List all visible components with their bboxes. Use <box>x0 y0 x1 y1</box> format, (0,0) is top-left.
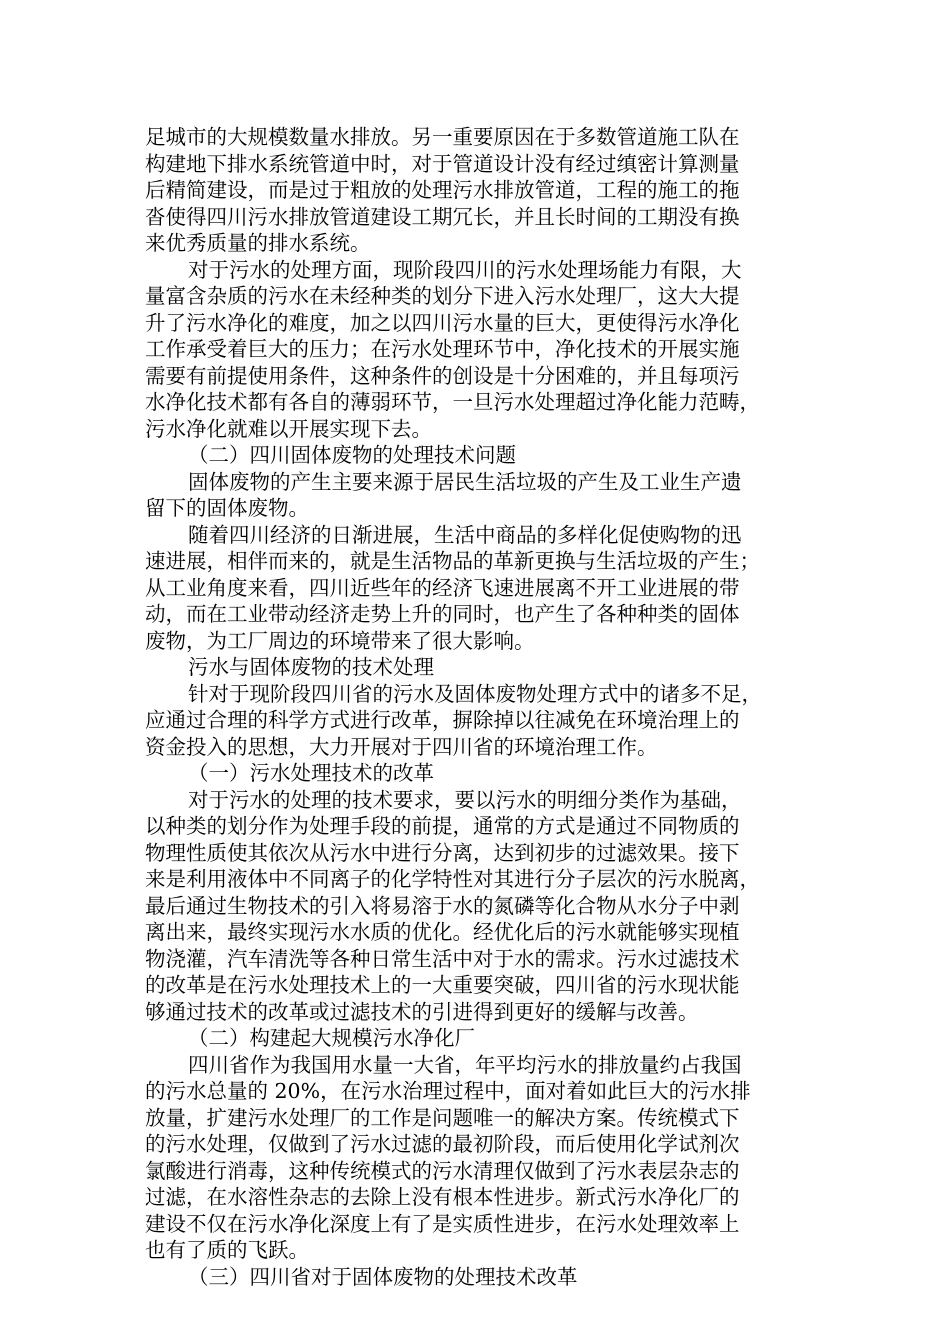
text-line: 留下的固体废物。 <box>145 496 309 520</box>
text-line: 的污水处理，仅做到了污水过滤的最初阶段，而后使用化学试剂次 <box>145 1132 740 1156</box>
text-line: 的改革是在污水处理技术上的一大重要突破，四川省的污水现状能 <box>145 973 740 997</box>
text-line: 动，而在工业带动经济走势上升的同时，也产生了各种种类的固体 <box>145 602 740 626</box>
text-line: 针对于现阶段四川省的污水及固体废物处理方式中的诸多不足， <box>188 681 762 706</box>
text-line: 工作承受着巨大的压力；在污水处理环节中，净化技术的开展实施 <box>145 337 740 361</box>
text-line: 够通过技术的改革或过滤技术的引进得到更好的缓解与改善。 <box>145 999 699 1024</box>
text-line: 过滤，在水溶性杂志的去除上没有根本性进步。新式污水净化厂的 <box>145 1185 740 1209</box>
text-line: （二）构建起大规模污水净化厂 <box>188 1026 475 1050</box>
text-line: 的污水总量的 20%，在污水治理过程中，面对着如此巨大的污水排 <box>145 1079 751 1103</box>
text-line: 也有了质的飞跃。 <box>145 1238 309 1262</box>
text-line: 物浇灌，汽车清洗等各种日常生活中对于水的需求。污水过滤技术 <box>145 946 740 971</box>
text-line: 来优秀质量的排水系统。 <box>145 231 371 255</box>
text-line: （一）污水处理技术的改革 <box>188 761 434 785</box>
text-line: 最后通过生物技术的引入将易溶于水的氮磷等化合物从水分子中剥 <box>145 893 740 918</box>
text-line: 水净化技术都有各自的薄弱环节，一旦污水处理超过净化能力范畴， <box>145 390 760 414</box>
text-line: 需要有前提使用条件，这种条件的创设是十分困难的，并且每项污 <box>145 363 740 388</box>
text-line: 污水与固体废物的技术处理 <box>188 655 434 679</box>
text-line: 速进展，相伴而来的，就是生活物品的革新更换与生活垃圾的产生； <box>145 549 760 573</box>
text-line: 四川省作为我国用水量一大省，年平均污水的排放量约占我国 <box>188 1052 742 1077</box>
text-line: 对于污水的处理方面，现阶段四川的污水处理场能力有限，大 <box>188 257 742 282</box>
text-line: 以种类的划分作为处理手段的前提，通常的方式是通过不同物质的 <box>145 814 740 838</box>
text-line: （三）四川省对于固体废物的处理技术改革 <box>188 1264 578 1289</box>
text-line: 后精简建设，而是过于粗放的处理污水排放管道，工程的施工的拖 <box>145 178 740 202</box>
text-line: 固体废物的产生主要来源于居民生活垃圾的产生及工业生产遗 <box>188 469 742 494</box>
text-line: 资金投入的思想，大力开展对于四川省的环境治理工作。 <box>145 734 658 759</box>
document-page <box>145 124 803 1290</box>
text-line: 建设不仅在污水净化深度上有了是实质性进步，在污水处理效率上 <box>145 1211 740 1236</box>
text-line: 应通过合理的科学方式进行改革，摒除掉以往减免在环境治理上的 <box>145 708 740 732</box>
text-line: 氯酸进行消毒，这种传统模式的污水清理仅做到了污水表层杂志的 <box>145 1158 740 1183</box>
text-line: 对于污水的处理的技术要求，要以污水的明细分类作为基础， <box>188 787 742 812</box>
text-line: 放量，扩建污水处理厂的工作是问题唯一的解决方案。传统模式下 <box>145 1105 740 1130</box>
text-line: 来是利用液体中不同离子的化学特性对其进行分子层次的污水脱离， <box>145 867 760 891</box>
text-line: 物理性质使其依次从污水中进行分离，达到初步的过滤效果。接下 <box>145 840 740 865</box>
text-line: 随着四川经济的日渐进展，生活中商品的多样化促使购物的迅 <box>188 522 742 547</box>
text-line: 量富含杂质的污水在未经种类的划分下进入污水处理厂，这大大提 <box>145 284 740 308</box>
text-line: 离出来，最终实现污水水质的优化。经优化后的污水就能够实现植 <box>145 920 740 944</box>
text-line: 构建地下排水系统管道中时，对于管道设计没有经过缜密计算测量 <box>145 151 740 176</box>
text-line: 足城市的大规模数量水排放。另一重要原因在于多数管道施工队在 <box>145 125 740 149</box>
text-line: 污水净化就难以开展实现下去。 <box>145 416 432 441</box>
text-line: 废物，为工厂周边的环境带来了很大影响。 <box>145 628 535 653</box>
text-line: 从工业角度来看，四川近些年的经济飞速进展离不开工业进展的带 <box>145 575 740 600</box>
text-line: （二）四川固体废物的处理技术问题 <box>188 443 516 467</box>
text-line: 升了污水净化的难度，加之以四川污水量的巨大，更使得污水净化 <box>145 310 740 335</box>
text-line: 沓使得四川污水排放管道建设工期冗长，并且长时间的工期没有换 <box>145 204 740 229</box>
